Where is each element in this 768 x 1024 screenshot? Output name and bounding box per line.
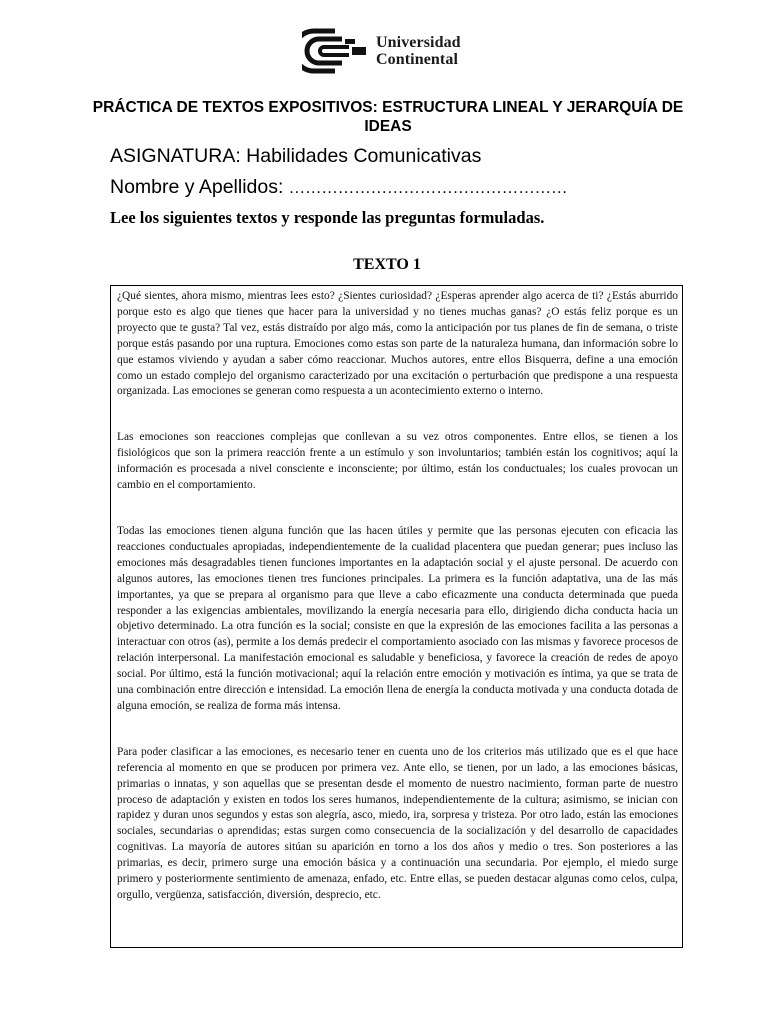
university-logo: [302, 28, 461, 74]
logo-wordmark: [376, 34, 461, 68]
name-label: Nombre y Apellidos:: [110, 176, 289, 198]
name-blank-dots: ……………………………………………: [288, 180, 568, 197]
paragraph-1: ¿Qué sientes, ahora mismo, mientras lees esto? ¿Sientes curiosidad? ¿Esperas aprender algo acerca de ti? ¿Estás aburrido porque esto es algo que tienes que hacer para la universidad y no tienes muchas ganas? ¿O estás feliz porque es un proyecto que te gusta? Tal vez, estás distraído por algo más, como la anticipación por tus planes de fin de semana, o triste porque estás pasando por una ruptura. Emociones como estas son parte de la naturaleza humana, dan información sobre lo que estamos viviendo y ayudan a saber cómo reaccionar. Muchos autores, entre ellos Bisquerra, define a una emoción como un estado complejo del organismo caracterizado por una excitación o perturbación que predispone a una respuesta organizada. Las emociones se generan como respuesta a un acontecimiento externo o interno.: [117, 290, 678, 398]
text-box: [110, 285, 683, 948]
section-title: TEXTO 1: [353, 256, 421, 273]
name-field-line: [110, 176, 568, 199]
paragraph-3: Todas las emociones tienen alguna función que las hacen útiles y permite que las personas ejecuten con eficacia las reacciones conductuales apropiadas, independientemente de la cualidad placentera que puedan generar; pues incluso las emociones más desagradables tienen funciones importantes en la adaptación social y el ajuste personal. De acuerdo con algunos autores, las emociones tienen tres funciones principales. La primera es la función adaptativa, una de las más importantes, ya que se prepara al organismo para que lleve a cabo eficazmente una conducta determinada que pueda responder a las exigencias ambientales, movilizando la energía necesaria para ello, dirigiendo dicha conducta hacia un objetivo determinado. La otra función es la social; consiste en que la expresión de las emociones facilita a las personas a interactuar con otros (as), permite a los demás predecir el comportamiento asociado con las mismas y favorece procesos de relación interpersonal. La manifestación emocional es saludable y beneficiosa, y favorece la creación de redes de apoyo social. Por último, está la función motivacional; aquí la relación entre emoción y motivación es íntima, ya que se trata de una combinación entre dirección e intensidad. La emoción llena de energía la conducta motivada y una conducta dotada de alguna emoción, se realiza de forma más intensa.: [117, 524, 678, 712]
paragraph-2: Las emociones son reacciones complejas que conllevan a su vez otros componentes. Entre ellos, se tienen a los fisiológicos que son la primera reacción frente a un estímulo y son involuntarios; también están los cognitivos; aquí la información es procesada a nivel consciente e inconsciente; por último, están los conductuales; los cuales provocan un cambio en el comportamiento.: [117, 431, 678, 492]
continental-logo-icon: [302, 28, 368, 74]
subject-heading: ASIGNATURA: Habilidades Comunicativas: [110, 145, 482, 167]
logo-line-1: Universidad: [376, 34, 461, 51]
logo-line-2: Continental: [376, 51, 458, 68]
page-title: PRÁCTICA DE TEXTOS EXPOSITIVOS: ESTRUCTURA LINEAL Y JERARQUÍA DE IDEAS: [92, 99, 684, 135]
paragraph-4: Para poder clasificar a las emociones, es necesario tener en cuenta uno de los criterios más utilizado que es el que hace referencia al momento en que se producen por primera vez. Ante ello, se tienen, por un lado, a las emociones básicas, primarias o innatas, y son aquellas que se presentan desde el momento de nuestro nacimiento, forman parte de nuestro proceso de adaptación y existen en todos los seres humanos, independientemente de la cultura; asimismo, se inician con rapidez y duran unos segundos y estas son alegría, asco, miedo, ira, sorpresa y tristeza. Por otro lado, están las emociones sociales, secundarias o aprendidas; estas surgen como consecuencia de la socialización y del desarrollo de capacidades cognitivas. La mayoría de autores sitúan su aparición en torno a los dos años y medio o tres. Son posteriores a las primarias, es decir, primero surge una emoción básica y a continuación una secundaria. Por ejemplo, el miedo surge primero y posteriormente sentimiento de amenaza, enfado, etc. Entre ellas, se pueden destacar algunas como celos, culpa, orgullo, vergüenza, satisfacción, diversión, desprecio, etc.: [117, 745, 678, 901]
instruction-text: Lee los siguientes textos y responde las preguntas formuladas.: [110, 208, 545, 227]
